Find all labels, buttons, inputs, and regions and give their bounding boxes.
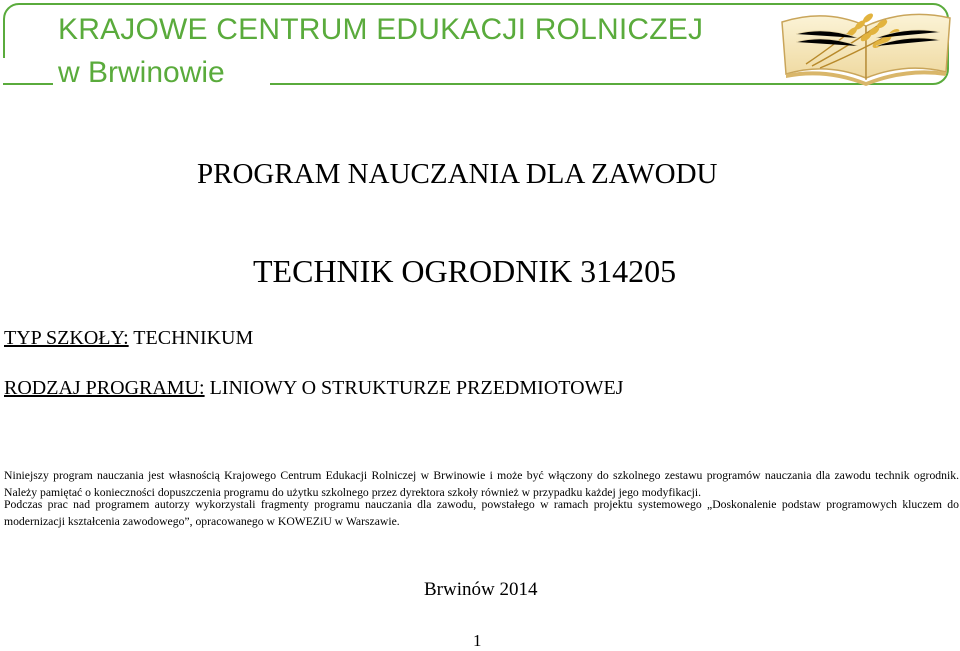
header-underline (3, 83, 53, 85)
org-name-line1: KRAJOWE CENTRUM EDUKACJI ROLNICZEJ (58, 13, 704, 46)
document-subtitle: TECHNIK OGRODNIK 314205 (253, 253, 677, 289)
school-type-value: TECHNIKUM (128, 327, 254, 349)
page-number: 1 (473, 631, 482, 650)
sources-paragraph: Podczas prac nad programem autorzy wykorzystali fragmenty programu nauczania dla zawodu, powstałego w ramach projektu systemowego „Doskonalenie podstaw programowych kluczem do modernizacji kształcenia zawodowego”, opracowanego w KOWEZiU w Warszawie. (4, 498, 959, 528)
program-type-field (4, 376, 623, 400)
open-book-with-wheat-icon (776, 4, 956, 88)
program-type-value: LINIOWY O STRUKTURZE PRZEDMIOTOWEJ (204, 377, 624, 399)
org-name-line2: w Brwinowie (58, 56, 225, 89)
ownership-paragraph: Niniejszy program nauczania jest własnością Krajowego Centrum Edukacji Rolniczej w Brwinowie i może być włączony do szkolnego zestawu programów nauczania dla zawodu technik ogrodnik. Należy pamiętać o konieczności dopuszczenia programu do użytku szkolnego przez dyrektora szkoły również w przypadku każdej jego modyfikacji. (4, 469, 959, 499)
document-title: PROGRAM NAUCZANIA DLA ZAWODU (197, 158, 718, 190)
program-type-label: RODZAJ PROGRAMU: (4, 377, 205, 399)
place-and-year: Brwinów 2014 (424, 579, 538, 600)
school-type-field (4, 326, 253, 350)
school-type-label: TYP SZKOŁY: (4, 327, 129, 349)
